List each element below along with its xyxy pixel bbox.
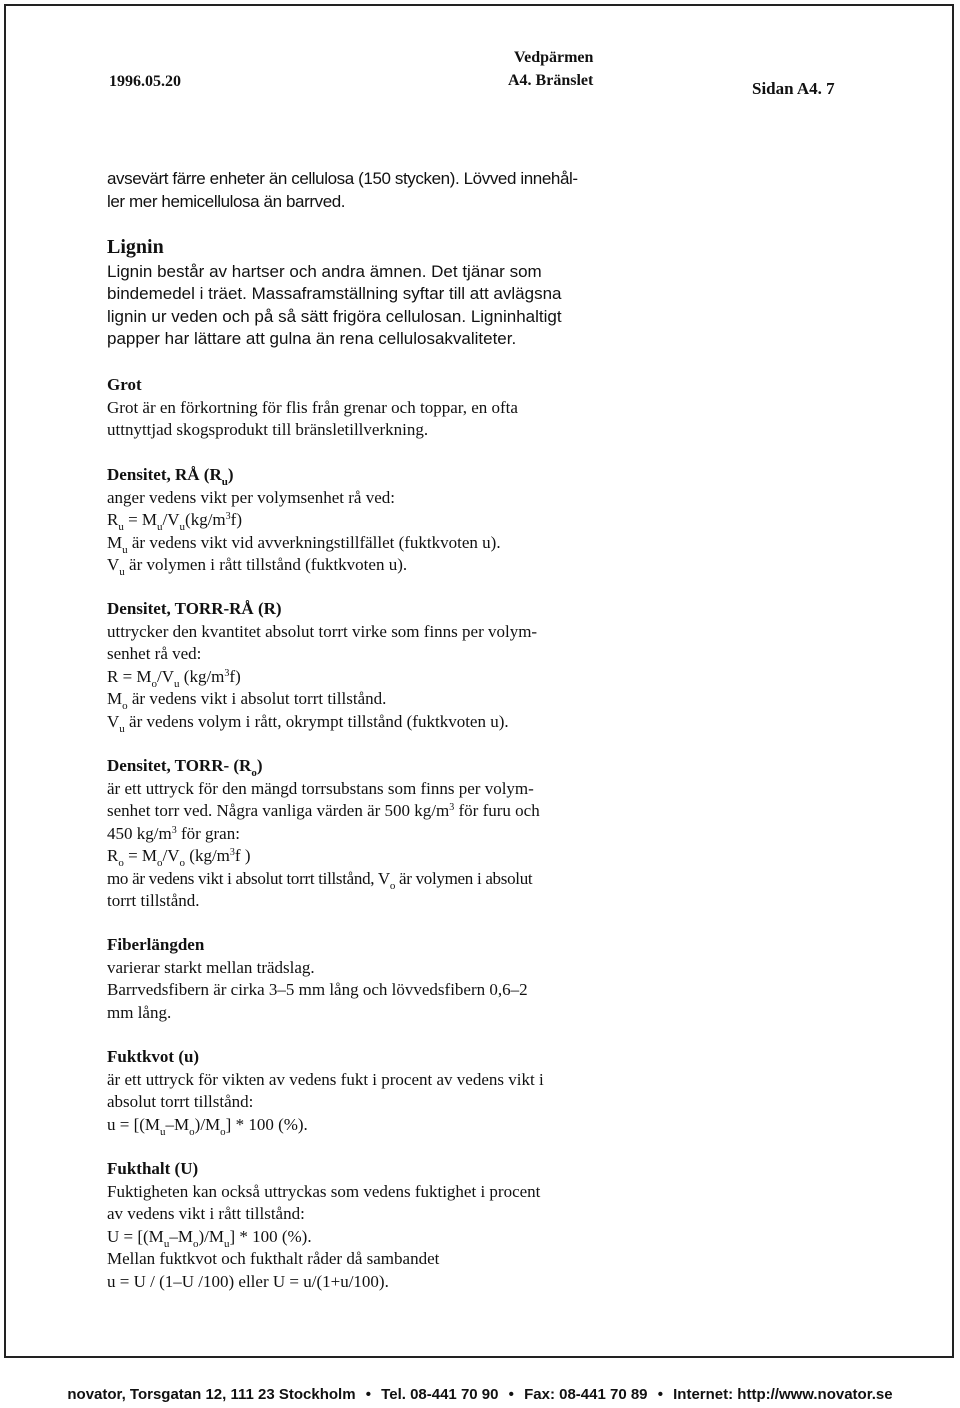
formula: u = U / (1–U /100) eller U = u/(1+u/100). [107,1271,389,1291]
intro-line: ler mer hemicellulosa än barrved. [107,191,346,211]
body-line: $V_u$ är vedens volym i rått, okrympt tillstånd (fuktkvoten u). [107,711,509,735]
body-line: $M_o$ är vedens vikt i absolut torrt tillstånd. [107,689,387,712]
body-line: Grot är en förkortning för flis från grenar och toppar, en ofta [107,397,518,417]
footer-fax: Fax: 08-441 70 89 [524,1386,648,1403]
section-title: Fukthalt (U) [107,1159,199,1178]
section-fiberlangden [107,934,627,1024]
body-line: uttnyttjad skogsprodukt till bränsletillverkning. [107,420,429,439]
body-line: 450 $kg/m^3$ för gran: [107,823,240,843]
body-line: Lignin består av hartser och andra ämnen. Det tjänar som [107,261,542,281]
body-line: Fuktigheten kan också uttryckas som vedens fuktighet i procent [107,1181,541,1201]
formula: $U = [(M_u-M_o)/M_u] * 100$ (%). [107,1226,312,1250]
body-line: absolut torrt tillstånd: [107,1092,254,1111]
section-densitet-ra [107,464,627,577]
section-grot [107,374,627,442]
formula: $R_u = M_u/V_u(kg/m^3f)$ [107,510,242,533]
body-line: $V_u$ är volymen i rått tillstånd (fuktkvoten u). [107,555,408,578]
section-fuktkvot [107,1046,627,1136]
section-title: Fiberlängden [107,935,205,954]
body-line: Barrvedsfibern är cirka 3–5 mm lång och lövvedsfibern 0,6–2 [107,980,528,999]
body-line: torrt tillstånd. [107,891,200,910]
footer-phone: Tel. 08-441 70 90 [381,1386,499,1403]
formula: $u = [(M_u-M_o)/M_o] * 100$ (%). [107,1114,308,1138]
footer-company: novator, Torsgatan 12, 111 23 Stockholm [67,1386,356,1403]
bullet-icon: • [508,1386,514,1403]
body-line: $M_u$ är vedens vikt vid avverkningstillfället (fuktkvoten u). [107,532,501,556]
body-line: Mellan fuktkvot och fukthalt råder då sambandet [107,1249,440,1268]
body-line: är ett uttryck för vikten av vedens fukt i procent av vedens vikt i [107,1069,544,1089]
header-page-number: Sidan A4. 7 [752,79,835,98]
body-line: papper har lättare att gulna än rena cellulosakvaliteter. [107,329,517,348]
header-date: 1996.05.20 [109,73,181,90]
body-line: senhet torr ved. Några vanliga värden är 500 $kg/m^3$ för furu och [107,801,540,820]
section-title: Densitet, RÅ $(R_u)$ [107,465,234,488]
footer-internet: Internet: http://www.novator.se [673,1386,893,1403]
body-line: anger vedens vikt per volymsenhet rå ved: [107,487,395,507]
formula: $R_o = M_o/V_o$ ($kg/m^3f$ ) [107,846,251,869]
body-line: varierar starkt mellan trädslag. [107,957,315,977]
body-line: av vedens vikt i rått tillstånd: [107,1204,305,1223]
section-title: Fuktkvot (u) [107,1047,200,1066]
bullet-icon: • [365,1386,371,1403]
section-fukthalt [107,1158,627,1293]
intro-paragraph [107,168,627,213]
intro-line: avsevärt färre enheter än cellulosa (150 stycken). Lövved innehål- [107,169,578,188]
header-subtitle: A4. Bränslet [508,72,594,89]
section-densitet-torr [107,755,627,913]
formula: $R = M_o/V_u$ $(kg/m^3f)$ [107,666,241,690]
section-lignin [107,236,627,351]
body-line: senhet rå ved: [107,644,202,663]
footer [0,1386,960,1403]
section-title: Grot [107,375,142,394]
body-line: lignin ur veden och på så sätt frigöra cellulosan. Ligninhaltigt [107,306,562,326]
body-line: mm lång. [107,1002,172,1022]
section-title: Densitet, TORR-RÅ (R) [107,599,282,618]
section-densitet-torr-ra [107,598,627,733]
section-title: Lignin [107,236,164,258]
bullet-icon: • [657,1386,663,1403]
section-title: Densitet, TORR- $(R_o)$ [107,756,263,779]
body-line: uttrycker den kvantitet absolut torrt virke som finns per volym- [107,621,538,641]
body-line: bindemedel i träet. Massaframställning syftar till att avlägsna [107,284,562,303]
body-line: mo är vedens vikt i absolut torrt tillstånd, $V_o$ är volymen i absolut [107,868,533,892]
header-title: Vedpärmen [514,49,594,66]
body-line: är ett uttryck för den mängd torrsubstans som finns per volym- [107,778,534,798]
